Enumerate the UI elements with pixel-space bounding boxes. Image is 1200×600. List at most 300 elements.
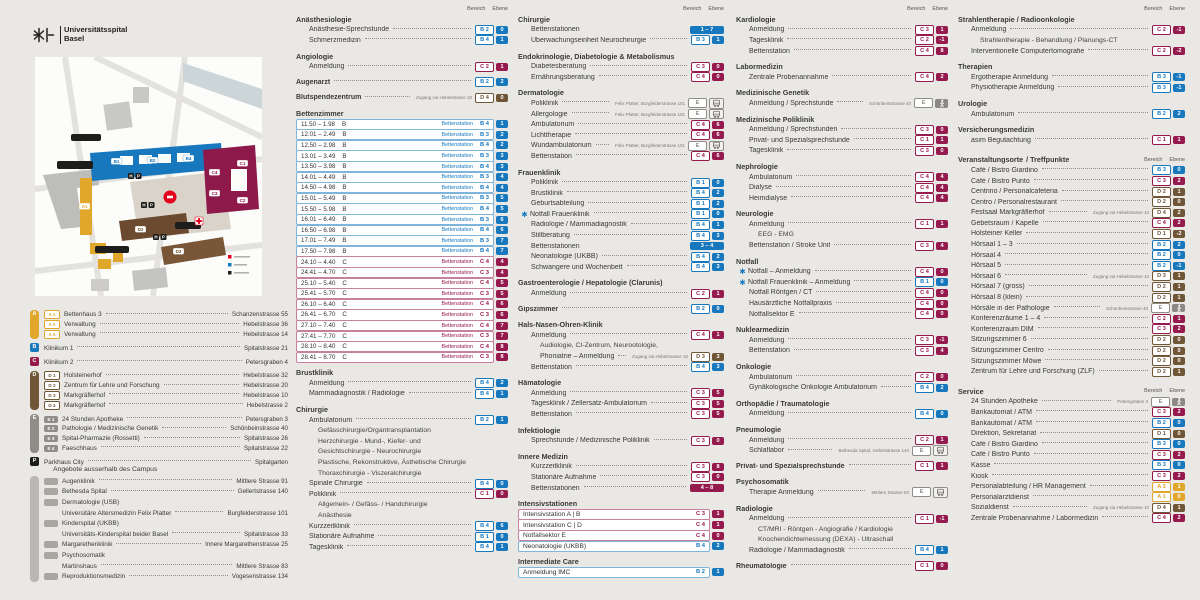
directory-row [296, 489, 508, 500]
map-chip-label: C4 [211, 170, 218, 175]
row-label: Ambulatorium [749, 373, 793, 381]
directory-section [958, 124, 1185, 145]
leader-dots [794, 349, 911, 350]
directory-row [736, 513, 948, 524]
bereich-badge: B 4 [475, 521, 494, 531]
bereich-code: B 4 [479, 121, 489, 128]
leader-dots [799, 312, 911, 313]
directory-row [736, 182, 948, 193]
directory-row [296, 389, 508, 400]
legend-row [44, 371, 288, 381]
directory-row [736, 98, 948, 109]
leader-dots [1045, 359, 1148, 360]
station-tag: Bettenstation [441, 237, 473, 244]
leader-dots [627, 265, 687, 266]
ebene-badge: 5 [496, 205, 508, 213]
map-chip-label: D3 [175, 249, 182, 254]
building-label: Faeschhaus [62, 444, 97, 452]
leader-dots [354, 524, 471, 525]
bereich-badge: C 2 [915, 435, 934, 445]
row-label: Diabetesberatung [531, 63, 587, 71]
directory-row [518, 330, 724, 341]
building-badge: E 2 [44, 425, 58, 432]
directory-row [736, 309, 948, 320]
leader-dots [1036, 421, 1148, 422]
row-label: Hörsäle in der Pathologie [971, 304, 1050, 312]
ebene-badge: 1 [1173, 188, 1185, 196]
row-label: Bettenstationen [531, 484, 580, 492]
bereich-badge: C 3 [1152, 407, 1171, 417]
directory-row [958, 135, 1185, 146]
ebene-badge: 1 [1173, 272, 1185, 280]
building-label: Markgräflerhof [64, 401, 106, 409]
section-title [518, 451, 724, 462]
leader-dots [841, 128, 911, 129]
row-label: Physiotherapie Anmeldung [971, 84, 1055, 92]
station-tag: Bettenstation [441, 322, 473, 329]
section-title-text: Intermediate Care [518, 557, 579, 567]
ebene-badge: -1 [936, 515, 948, 523]
building-badge: D 3 [44, 391, 60, 400]
ebene-badge: 1 [936, 26, 948, 34]
leader-dots [1017, 243, 1148, 244]
unit-row [518, 520, 724, 530]
offsite-label: Psychosomatik [62, 551, 105, 559]
section-title [296, 404, 508, 415]
directory-section [736, 561, 948, 572]
room-building-letter: B [342, 226, 347, 234]
directory-row [958, 239, 1185, 250]
section-title-text: Nuklearmedizin [736, 325, 790, 335]
ebene-badge: 2 [1173, 177, 1185, 185]
leader-dots [1102, 516, 1148, 517]
bereich-badge: E [1151, 397, 1170, 407]
section-title-text: Orthopädie / Traumatologie [736, 398, 830, 408]
leader-dots [816, 291, 911, 292]
bed-room-box [296, 129, 494, 140]
leader-dots [175, 511, 223, 512]
leader-dots [1058, 86, 1148, 87]
row-note: Zugang via Hebelstrasse 10 [1092, 210, 1149, 216]
bereich-ebene-header [296, 6, 508, 12]
building-label: Bettenhaus 3 [64, 311, 102, 319]
ebene-badge: 2 [712, 200, 724, 208]
ebene-badge: 2 [496, 141, 508, 149]
bed-room-box [296, 320, 494, 331]
ebene-badge: -1 [936, 336, 948, 344]
map-chip-label: C1 [239, 161, 246, 166]
sub-label: Thoraxchirurgie - Viszeralchirurgie [318, 469, 422, 477]
directory-row [958, 513, 1185, 524]
ebene-badge: 1 [1173, 483, 1185, 491]
station-tag: Bettenstation [441, 280, 473, 287]
directory-row [736, 461, 948, 472]
bereich-code: B 4 [479, 206, 489, 213]
leader-dots [1033, 495, 1148, 496]
leader-dots [570, 391, 687, 392]
directory-row [518, 209, 724, 220]
sub-label: Gefässchirurgie/Organtransplantation [318, 427, 431, 435]
leader-dots [348, 381, 471, 382]
directory-column-2 [518, 6, 724, 578]
row-label: Interventionelle Computertomografie [971, 47, 1085, 55]
map-chip-label: A1 [81, 204, 88, 209]
ebene-range-badge: 3 – 4 [690, 242, 724, 250]
directory-row [736, 35, 948, 46]
building-label: Pathologie / Medizinische Genetik [62, 425, 159, 433]
ebene-header-label: Ebene [708, 6, 724, 12]
station-tag: Bettenstation [441, 206, 473, 213]
ebene-badge: 3 [712, 232, 724, 240]
directory-section [518, 556, 724, 577]
section-title-text: Kardiologie [736, 14, 776, 24]
directory-row [958, 356, 1185, 367]
bereich-badge: D 2 [1152, 282, 1171, 292]
ebene-badge: 1 [936, 462, 948, 470]
ebene-badge: 0 [936, 147, 948, 155]
ebene-badge: 0 [936, 373, 948, 381]
bed-room-row [296, 342, 508, 352]
section-title-text: Bettenzimmer [296, 108, 344, 118]
section-title [296, 108, 508, 119]
directory-row [958, 471, 1185, 482]
section-title [958, 124, 1185, 135]
directory-row [958, 176, 1185, 187]
bereich-badge: C 3 [915, 146, 934, 156]
notfall-star-icon: ✱ [739, 277, 746, 287]
directory-section [958, 14, 1185, 56]
bed-room-box [296, 352, 494, 363]
leader-dots [834, 244, 911, 245]
directory-section [736, 398, 948, 419]
leader-dots [340, 492, 471, 493]
bed-room-row [296, 225, 508, 235]
row-label: Holsteiner Keller [971, 230, 1023, 238]
row-label: asim Begutachtung [971, 136, 1031, 144]
directory-row [958, 345, 1185, 356]
bereich-badge: B 3 [1152, 460, 1171, 470]
ebene-badge: 2 [496, 78, 508, 86]
station-tag: Bettenstation [441, 343, 473, 350]
bereich-badge: C 3 [1152, 450, 1171, 460]
ebene-badge: 7 [496, 332, 508, 340]
row-label: Anmeldung [531, 331, 567, 339]
room-range: 25.10 – 5.40 [301, 279, 336, 287]
map-chip-label: C2 [239, 198, 246, 203]
ebene-badge: 0 [936, 289, 948, 297]
leader-dots [1035, 138, 1148, 139]
row-label: Hörsaal 5 [971, 262, 1001, 270]
directory-row [518, 230, 724, 241]
ebene-badge: 2 [1173, 219, 1185, 227]
section-title-text: Strahlentherapie / Radioonkologie [958, 14, 1075, 24]
bereich-ebene-header [1144, 157, 1185, 163]
tram-stop-letter: H [142, 202, 146, 208]
directory-section [296, 108, 508, 362]
leader-dots [992, 474, 1148, 475]
leader-dots [367, 482, 471, 483]
bereich-code: C 4 [479, 301, 489, 308]
bereich-badge: B 4 [691, 362, 710, 372]
row-label: Anmeldung [749, 436, 785, 444]
leader-dots [1013, 506, 1087, 507]
room-building-letter: B [342, 205, 347, 213]
address: Schönbeinstrasse 40 [230, 425, 288, 433]
section-title-text: Service [958, 386, 984, 396]
leader-dots [787, 149, 911, 150]
row-label: Privat- und Spezialsprechstunde [749, 136, 850, 144]
directory-row [958, 109, 1185, 120]
bereich-badge: B 1 [691, 199, 710, 209]
station-tag: Bettenstation [441, 354, 473, 361]
ebene-badge: 0 [712, 437, 724, 445]
row-label: Mammadiagnostik / Radiologie [309, 390, 405, 398]
directory-row [296, 378, 508, 389]
bereich-code: C 3 [479, 290, 489, 297]
unit-box [518, 567, 710, 578]
bereich-badge: B 1 [915, 277, 934, 287]
room-building-letter: B [342, 184, 347, 192]
bus-icon [709, 141, 724, 151]
row-label: Poliklinik [531, 99, 559, 107]
leader-dots [172, 532, 240, 533]
directory-section [518, 278, 724, 299]
leader-dots [788, 28, 911, 29]
directory-section [736, 424, 948, 456]
row-label: Anmeldung [309, 379, 345, 387]
legend-row [44, 434, 288, 444]
ebene-badge: 2 [1173, 241, 1185, 249]
ebene-badge: 2 [1173, 209, 1185, 217]
ebene-badge: -1 [1173, 84, 1185, 92]
section-title [518, 51, 724, 62]
ebene-badge: 1 [936, 220, 948, 228]
directory-row [736, 72, 948, 83]
directory-section [518, 167, 724, 273]
address: Spitalstrasse 26 [243, 435, 288, 443]
ebene-range-badge: 1 – 7 [690, 26, 724, 34]
directory-section [736, 503, 948, 556]
bereich-code: B 4 [479, 163, 489, 170]
leader-dots [574, 234, 687, 235]
ebene-badge: 1 [496, 120, 508, 128]
leader-dots [100, 323, 240, 324]
directory-row [296, 478, 508, 489]
ebene-badge: 2 [1173, 514, 1185, 522]
directory-row [958, 313, 1185, 324]
bereich-badge: B 3 [1152, 439, 1171, 449]
directory-row [518, 25, 724, 36]
ebene-badge: 0 [712, 305, 724, 313]
offsite-row [44, 518, 288, 529]
bed-room-box [296, 214, 494, 225]
bereich-ebene-header [518, 6, 724, 12]
bereich-badge: C 1 [1152, 135, 1171, 145]
map-chip-label: B4 [185, 156, 192, 161]
section-title-text: Nephrologie [736, 161, 778, 171]
bereich-badge: E [912, 487, 931, 497]
directory-section [958, 386, 1185, 524]
leader-dots [1005, 253, 1148, 254]
directory-row [518, 141, 724, 152]
row-label: Ambulatorium [531, 121, 575, 129]
ebene-badge: 6 [496, 226, 508, 234]
section-title-text: Dermatologie [518, 88, 564, 98]
leader-dots [776, 186, 911, 187]
directory-section [518, 451, 724, 493]
directory-row [736, 561, 948, 572]
bed-room-row [296, 299, 508, 309]
directory-row [518, 199, 724, 210]
bereich-badge: C 4 [915, 309, 934, 319]
leader-dots [796, 375, 911, 376]
directory-row [958, 397, 1185, 408]
section-title-text: Innere Medizin [518, 451, 568, 461]
bereich-badge: C 4 [915, 267, 934, 277]
directory-row [958, 72, 1185, 83]
ebene-badge: 7 [496, 237, 508, 245]
legend-group [30, 357, 288, 367]
bereich-badge: B 3 [691, 35, 710, 45]
offsite-label: Universitäts-Kinderspital beider Basel [62, 530, 169, 538]
bereich-badge: C 3 [1152, 324, 1171, 334]
bereich-code: C 3 [479, 354, 489, 361]
ebene-badge: 1 [712, 331, 724, 339]
bed-room-box [296, 150, 494, 161]
logo-line1: Universitätsspital [64, 25, 128, 35]
map-chip-label: C3 [211, 191, 218, 196]
legend-rows [44, 310, 288, 339]
row-label: Anmeldung [749, 26, 785, 34]
directory-section [296, 404, 508, 552]
directory-row [958, 335, 1185, 346]
legend-row [44, 414, 288, 424]
directory-column-3 [736, 6, 948, 571]
ebene-badge: 2 [712, 542, 724, 550]
sub-label: Allgemein- / Gefäss- / Handchirurgie [318, 501, 428, 509]
bereich-badge: B 2 [1152, 250, 1171, 260]
bereich-badge: B 4 [475, 35, 494, 45]
bereich-badge: C 1 [475, 489, 494, 499]
row-label: Notfall Frauenklinik – Anmeldung [748, 278, 851, 286]
building-badge: E 1 [44, 416, 58, 423]
row-label: Bettenstation [749, 347, 790, 355]
bereich-code: B 3 [479, 216, 489, 223]
bereich-badge: C 2 [1152, 25, 1171, 35]
leader-dots [1099, 370, 1148, 371]
directory-section [518, 377, 724, 419]
station-tag: Bettenstation [441, 227, 473, 234]
directory-row [518, 288, 724, 299]
logo-line2: Basel [64, 34, 85, 43]
leader-dots [599, 75, 687, 76]
directory-row [736, 193, 948, 204]
room-building-letter: B [342, 194, 347, 202]
offsite-section [30, 466, 288, 582]
klinikum-2-courtyard [231, 169, 247, 191]
bereich-header-label: Bereich [683, 6, 702, 12]
directory-row [736, 445, 948, 456]
offsite-label: Margarethenklinik [62, 541, 113, 549]
section-title [518, 14, 724, 25]
bereich-badge: B 1 [691, 209, 710, 219]
bereich-badge: C 2 [1152, 46, 1171, 56]
row-label: Personalabteilung / HR Management [971, 483, 1086, 491]
directory-section [736, 161, 948, 203]
directory-section [518, 498, 724, 551]
section-title-text: Notfall [736, 256, 759, 266]
tram-stop-letter: H [129, 173, 133, 179]
address: Innere Margarethenstrasse 25 [205, 541, 288, 549]
room-range: 11.50 – 1.98 [301, 120, 335, 128]
directory-row [958, 481, 1185, 492]
bereich-badge: C 3 [691, 388, 710, 398]
ebene-badge: 0 [1173, 336, 1185, 344]
building-label: Holsteinerhof [64, 372, 102, 380]
gray-building-3 [132, 267, 168, 290]
row-label: Sozialdienst [971, 504, 1009, 512]
leader-dots [815, 270, 911, 271]
row-label: Anmeldung [971, 26, 1007, 34]
ebene-badge: 0 [936, 410, 948, 418]
directory-row [958, 492, 1185, 503]
room-building-letter: B [342, 237, 347, 245]
room-range: 26.41 – 6.70 [301, 311, 336, 319]
section-title-text: Versicherungsmedizin [958, 125, 1035, 135]
row-label: Bettenstation [749, 47, 790, 55]
section-title [296, 367, 508, 378]
leader-dots [576, 365, 687, 366]
directory-row [296, 93, 508, 104]
row-label: Konferenzräume 1 – 4 [971, 315, 1041, 323]
unit-box [518, 519, 710, 530]
ebene-badge: 1 [936, 436, 948, 444]
row-label: Privat- und Spezialsprechstunde [736, 462, 845, 470]
leader-dots [849, 464, 911, 465]
ebene-badge: 4 [936, 347, 948, 355]
leader-dots [562, 101, 609, 102]
section-title-text: Frauenklinik [518, 167, 561, 177]
building-label: Klinikum 2 [44, 358, 74, 366]
leader-dots [567, 191, 687, 192]
section-title [736, 88, 948, 99]
bereich-badge: D 2 [1152, 367, 1171, 377]
bereich-badge: D 4 [1152, 208, 1171, 218]
bed-room-box [296, 140, 494, 151]
building-bar-e: E [30, 414, 39, 453]
row-label: Allergologie [531, 110, 568, 118]
bereich-badge: C 2 [475, 62, 494, 72]
bereich-badge: B 4 [691, 262, 710, 272]
room-range: 27.10 – 7.40 [301, 322, 336, 330]
bed-room-row [296, 172, 508, 182]
bed-room-row [296, 246, 508, 256]
building-badge: D 1 [44, 371, 60, 380]
ebene-badge: 4 [936, 184, 948, 192]
campus-map-svg [35, 57, 262, 296]
ebene-badge: 0 [1173, 347, 1185, 355]
building-label: 24 Stunden Apotheke [62, 415, 124, 423]
leader-dots [576, 412, 687, 413]
bus-icon [709, 98, 724, 108]
leader-dots [1034, 179, 1148, 180]
ebene-badge: 2 [496, 131, 508, 139]
room-range: 16.50 – 6.98 [301, 226, 336, 234]
row-label: 24 Stunden Apotheke [971, 398, 1038, 406]
bereich-badge: C 4 [1152, 513, 1171, 523]
bereich-badge: B 3 [1152, 72, 1171, 82]
section-title [736, 424, 948, 435]
